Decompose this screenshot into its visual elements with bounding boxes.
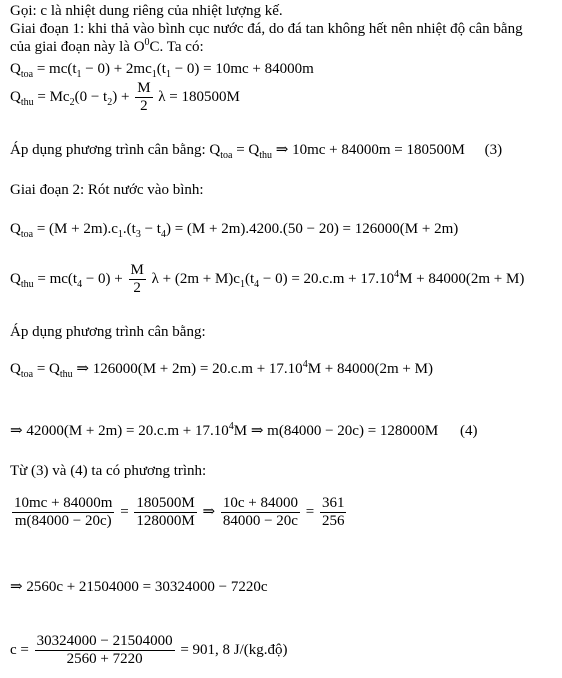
q-symbol: Q: [10, 61, 21, 77]
text: ⇒ 10mc + 84000m = 180500M: [275, 142, 465, 158]
text: M + 84000(2m + M): [307, 361, 433, 377]
text: = mc(t: [36, 61, 77, 77]
text: C. Ta có:: [149, 39, 204, 55]
sup: 4: [228, 421, 234, 432]
fraction-m-over-2: [135, 80, 152, 115]
denominator: 256: [321, 513, 345, 529]
equation-number: (3): [484, 142, 503, 158]
q-symbol: Q: [10, 88, 21, 105]
sub-thu: thu: [259, 150, 273, 161]
q-symbol: Q: [209, 142, 221, 158]
q-symbol: Q: [10, 270, 21, 287]
stage2-qtoa: [10, 220, 458, 238]
text: = 901, 8 J/(kg.độ): [180, 641, 288, 658]
sub: 2: [69, 96, 75, 108]
text: = (M + 2m).c: [36, 221, 118, 237]
intro-line-2: Giai đoạn 1: khi thả vào bình cục nước đá, do đá tan không hết nên nhiệt độ cân bằng: [10, 21, 523, 37]
text: − t: [144, 221, 161, 237]
intro-line-1: Gọi: c là nhiệt dung riêng của nhiệt lượng kế.: [10, 3, 283, 19]
sup: 4: [302, 359, 308, 370]
sup: 0: [144, 37, 150, 48]
denominator: 2560 + 7220: [66, 651, 143, 667]
sub-toa: toa: [220, 150, 233, 161]
text: =: [120, 503, 129, 520]
stage2-balance-eq: [10, 360, 433, 378]
text: (t: [244, 270, 255, 287]
text: ) = (M + 2m).4200.(50 − 20) = 126000(M + 2m): [165, 221, 459, 237]
stage1-balance: [10, 141, 502, 159]
sub: 1: [239, 278, 245, 290]
denominator: 84000 − 20c: [222, 513, 298, 529]
sub: 2: [107, 96, 113, 108]
equation-number: (4): [460, 423, 478, 439]
sup: 4: [394, 268, 400, 280]
stage2-qthu: [10, 262, 524, 297]
text: c =: [10, 641, 29, 658]
numerator: 30324000 − 21504000: [36, 633, 173, 649]
sub: 3: [135, 229, 141, 240]
q-symbol: Q: [49, 361, 60, 377]
sub: 4: [160, 229, 166, 240]
fraction-1: [12, 495, 114, 530]
text: =: [305, 503, 315, 520]
numerator: 10mc + 84000m: [14, 495, 113, 511]
sub-thu: thu: [20, 278, 34, 290]
text: − 0) = 10mc + 84000m: [174, 61, 314, 77]
fraction-c: [35, 633, 175, 668]
text: − 0) + 2mc: [85, 61, 152, 77]
sub-toa: toa: [20, 229, 34, 240]
sub: 4: [77, 278, 83, 290]
numerator: M: [130, 262, 144, 278]
q-symbol: Q: [10, 221, 21, 237]
text: =: [36, 361, 46, 377]
fraction-4: [320, 495, 347, 530]
text: (t: [156, 61, 166, 77]
text: =: [236, 142, 245, 158]
solve-title: Từ (3) và (4) ta có phương trình:: [10, 463, 207, 479]
q-symbol: Q: [248, 142, 260, 158]
solve-fractions: [10, 495, 348, 530]
sub-thu: thu: [59, 369, 73, 380]
sub: 1: [151, 69, 157, 80]
text: = mc(t: [37, 270, 78, 287]
solve-result: [10, 633, 288, 668]
text: − 0) = 20.c.m + 17.10: [262, 270, 395, 287]
numerator: M: [137, 80, 151, 96]
fraction-2: [134, 495, 196, 530]
text: λ + (2m + M)c: [151, 270, 240, 287]
text: − 0) +: [85, 270, 123, 287]
stage1-qthu: [10, 80, 240, 115]
stage2-implication: [10, 422, 478, 440]
denominator: m(84000 − 20c): [14, 513, 112, 529]
text: ⇒ 42000(M + 2m) = 20.c.m + 17.10: [10, 423, 229, 439]
sub: 1: [76, 69, 82, 80]
denominator: 2: [133, 280, 141, 296]
text: = Mc: [37, 88, 70, 105]
text: ) +: [112, 88, 130, 105]
text: λ = 180500M: [158, 88, 240, 105]
fraction-m-over-2: [129, 262, 146, 297]
denominator: 2: [140, 98, 148, 114]
numerator: 10c + 84000: [222, 495, 298, 511]
text: M + 84000(2m + M): [399, 270, 525, 287]
text: ⇒ 126000(M + 2m) = 20.c.m + 17.10: [76, 361, 303, 377]
solve-step: ⇒ 2560c + 21504000 = 30324000 − 7220c: [10, 579, 268, 595]
intro-line-3: [10, 38, 204, 56]
stage2-title: Giai đoạn 2: Rót nước vào bình:: [10, 182, 204, 198]
denominator: 128000M: [136, 513, 195, 529]
text: .(t: [122, 221, 136, 237]
sub: 4: [254, 278, 260, 290]
q-symbol: Q: [10, 361, 21, 377]
numerator: 361: [321, 495, 345, 511]
sub: 1: [165, 69, 171, 80]
stage2-balance-label: Áp dụng phương trình cân bằng:: [10, 324, 206, 340]
stage1-qtoa: [10, 60, 314, 78]
text: M ⇒ m(84000 − 20c) = 128000M: [233, 423, 439, 439]
sub-thu: thu: [20, 96, 34, 108]
sub: 1: [117, 229, 123, 240]
sub-toa: toa: [20, 369, 34, 380]
text: (0 − t: [74, 88, 108, 105]
text: ⇒: [202, 503, 216, 520]
numerator: 180500M: [136, 495, 195, 511]
fraction-3: [221, 495, 300, 530]
text: Áp dụng phương trình cân bằng:: [10, 142, 206, 158]
text: của giai đoạn này là O: [10, 39, 145, 55]
sub-toa: toa: [20, 69, 34, 80]
